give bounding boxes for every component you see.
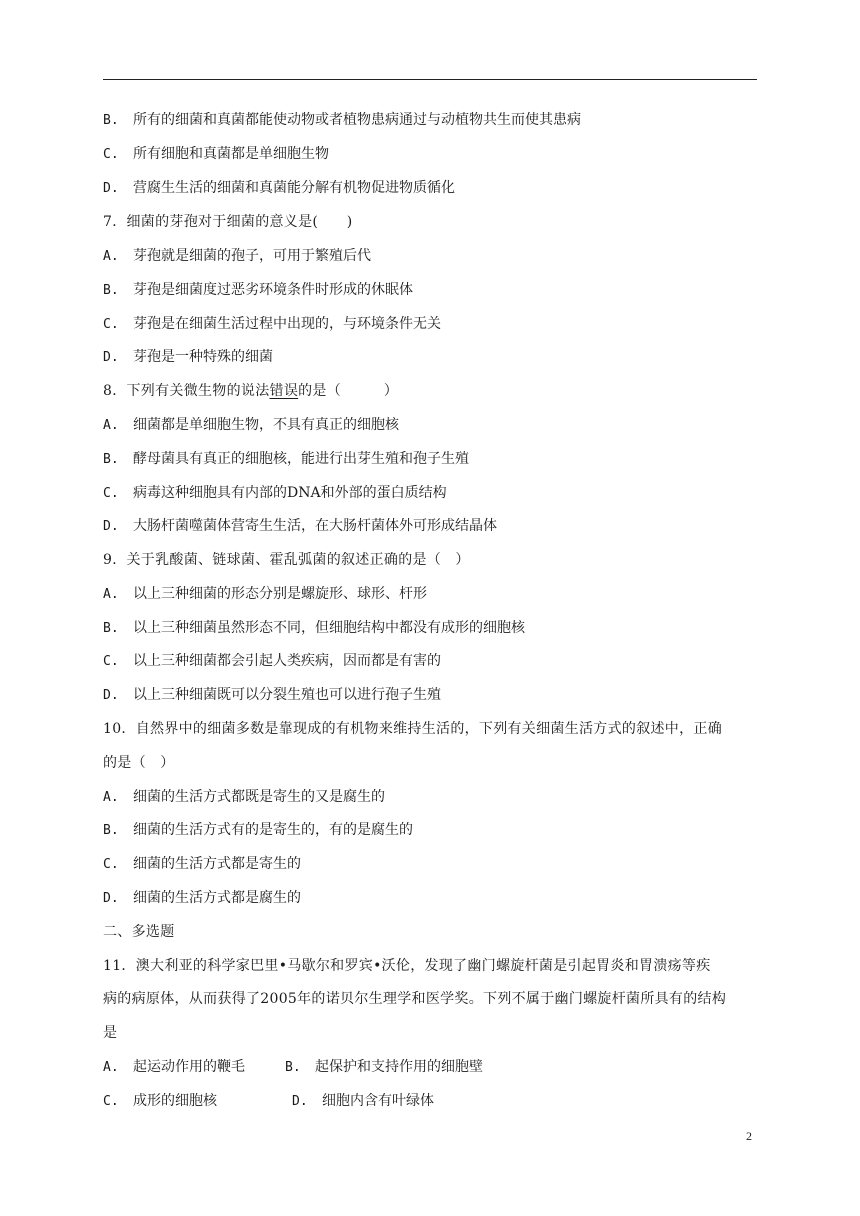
option-text: 细菌都是单细胞生物，不具有真正的细胞核: [133, 417, 399, 433]
option-text: 成形的细胞核: [133, 1093, 217, 1109]
option-label: A.: [103, 587, 119, 602]
q11-stem-line1: 11．澳大利亚的科学家巴里•马歇尔和罗宾•沃伦，发现了幽门螺旋杆菌是引起胃炎和胃溃疡等疾: [103, 958, 711, 974]
option-text: 营腐生生活的细菌和真菌能分解有机物促进物质循化: [133, 180, 455, 196]
option-label: D.: [103, 688, 119, 703]
option-text: 细胞内含有叶绿体: [322, 1093, 434, 1109]
option-label: B.: [103, 452, 119, 467]
option-label: B.: [103, 113, 119, 128]
q9-stem: 9．关于乳酸菌、链球菌、霍乱弧菌的叙述正确的是（ ）: [103, 552, 470, 568]
option-label: C.: [103, 857, 119, 872]
option-label: A.: [103, 418, 119, 433]
q8-option-c: [103, 484, 447, 503]
option-label: D.: [103, 891, 119, 906]
page-number: 2: [746, 1129, 752, 1143]
q9-option-b: [103, 619, 525, 638]
q9-option-c: [103, 652, 441, 671]
q9-option-a: [103, 585, 427, 604]
option-text: 以上三种细菌虽然形态不同，但细胞结构中都没有成形的细胞核: [133, 620, 525, 636]
q8-stem-underlined: 错误: [269, 383, 299, 399]
option-text: 细菌的生活方式都是寄生的: [133, 856, 301, 872]
option-text: 所有的细菌和真菌都能使动物或者植物患病通过与动植物共生而使其患病: [133, 112, 581, 128]
q10-stem-line1: 10．自然界中的细菌多数是靠现成的有机物来维持生活的，下列有关细菌生活方式的叙述中，正确: [103, 721, 723, 737]
q7-stem: 7．细菌的芽孢对于细菌的意义是( ): [103, 214, 353, 230]
option-text: 细菌的生活方式都是腐生的: [133, 890, 301, 906]
option-label: C.: [103, 654, 119, 669]
option-label: C.: [103, 147, 119, 162]
q7-option-b: [103, 281, 413, 300]
q6-option-b: [103, 111, 581, 130]
option-text: 起保护和支持作用的细胞壁: [315, 1059, 483, 1075]
option-text: 细菌的生活方式都既是寄生的又是腐生的: [133, 789, 385, 805]
q10-option-d: [103, 889, 301, 908]
q8-stem-after: 的是（ ）: [298, 383, 399, 399]
q8-option-d: [103, 517, 497, 536]
option-text: 以上三种细菌既可以分裂生殖也可以进行孢子生殖: [133, 687, 441, 703]
option-label: A.: [103, 1060, 119, 1075]
option-text: 大肠杆菌噬菌体营寄生生活，在大肠杆菌体外可形成结晶体: [133, 518, 497, 534]
q7-option-a: [103, 247, 371, 266]
q8-stem: [103, 382, 398, 400]
q10-option-b: [103, 821, 413, 840]
option-text: 细菌的生活方式有的是寄生的，有的是腐生的: [133, 822, 413, 838]
option-label: C.: [103, 1094, 119, 1109]
q10-option-c: [103, 855, 301, 874]
option-label: C.: [103, 317, 119, 332]
option-text: 病毒这种细胞具有内部的DNA和外部的蛋白质结构: [133, 485, 447, 501]
q11-stem-line2: 病的病原体，从而获得了2005年的诺贝尔生理学和医学奖。下列不属于幽门螺旋杆菌所具有的结构: [103, 991, 727, 1007]
q6-option-d: [103, 179, 455, 198]
option-text: 所有细胞和真菌都是单细胞生物: [133, 146, 329, 162]
option-text: 芽孢就是细菌的孢子，可用于繁殖后代: [133, 248, 371, 264]
option-label: A.: [103, 790, 119, 805]
option-label: A.: [103, 249, 119, 264]
option-label: B.: [103, 283, 119, 298]
option-text: 芽孢是细菌度过恶劣环境条件时形成的休眠体: [133, 282, 413, 298]
q11-options-row1: [103, 1058, 483, 1077]
q7-option-c: [103, 315, 441, 334]
q8-option-b: [103, 450, 469, 469]
option-text: 芽孢是一种特殊的细菌: [133, 349, 273, 365]
option-label: B.: [103, 621, 119, 636]
section-title: 二、多选题: [103, 924, 175, 940]
option-label: D.: [103, 519, 119, 534]
option-label: D.: [103, 181, 119, 196]
q11-options-row2: [103, 1092, 434, 1111]
option-text: 芽孢是在细菌生活过程中出现的，与环境条件无关: [133, 316, 441, 332]
q11-stem-line3: 是: [103, 1025, 118, 1041]
option-label: D.: [103, 350, 119, 365]
q10-stem-line2: 的是（ ）: [103, 755, 175, 771]
option-text: 起运动作用的鞭毛: [133, 1059, 245, 1075]
option-label: B.: [103, 823, 119, 838]
q6-option-c: [103, 145, 329, 164]
option-text: 以上三种细菌都会引起人类疾病，因而都是有害的: [133, 653, 441, 669]
q8-stem-before: 8．下列有关微生物的说法: [103, 383, 270, 399]
q8-option-a: [103, 416, 399, 435]
q10-option-a: [103, 788, 385, 807]
option-text: 酵母菌具有真正的细胞核，能进行出芽生殖和孢子生殖: [133, 451, 469, 467]
q7-option-d: [103, 348, 273, 367]
option-text: 以上三种细菌的形态分别是螺旋形、球形、杆形: [133, 586, 427, 602]
option-label: D.: [292, 1094, 308, 1109]
option-label: B.: [285, 1060, 301, 1075]
q9-option-d: [103, 686, 441, 705]
option-label: C.: [103, 486, 119, 501]
header-rule: [103, 79, 757, 80]
